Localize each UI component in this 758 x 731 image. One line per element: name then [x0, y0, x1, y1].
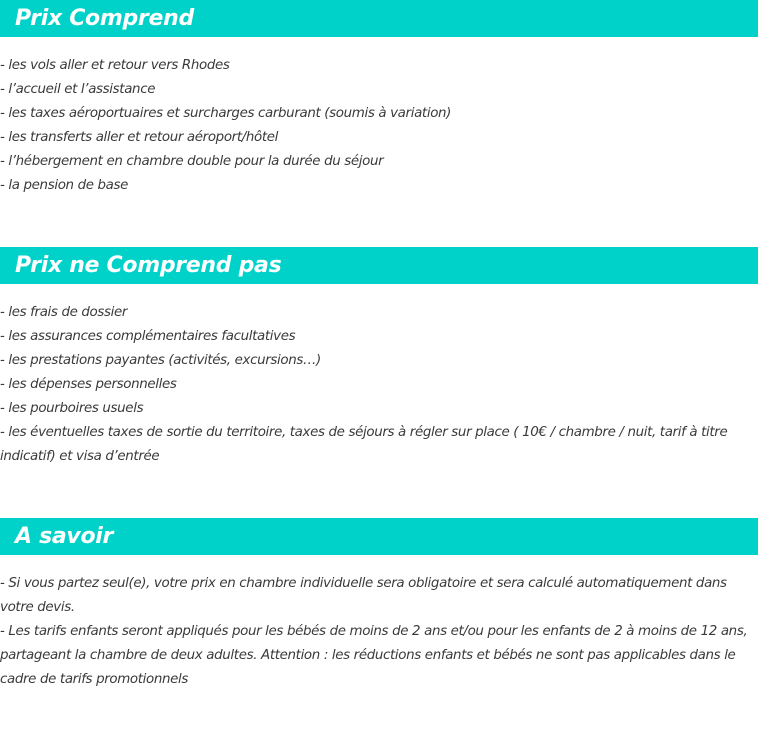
list-item: - les dépenses personnelles	[0, 377, 177, 392]
section-header	[0, 0, 758, 37]
list-item: - les éventuelles taxes de sortie du territoire, taxes de séjours à régler sur place ( 10€ / chambre / nuit, tarif à titre indicatif) et visa d’entrée	[0, 425, 728, 464]
list-item: - les transferts aller et retour aéroport/hôtel	[0, 130, 279, 145]
list-item: - l’hébergement en chambre double pour la durée du séjour	[0, 154, 384, 169]
list-item: - la pension de base	[0, 178, 129, 193]
section-a-savoir	[0, 518, 758, 692]
section-header	[0, 247, 758, 284]
list-item: - les vols aller et retour vers Rhodes	[0, 58, 230, 73]
section-prix-ne-comprend-pas	[0, 247, 758, 469]
section-title: Prix ne Comprend pas	[15, 253, 282, 278]
list-item: - Les tarifs enfants seront appliqués pour les bébés de moins de 2 ans et/ou pour les enfants de 2 à moins de 12 ans, partageant la chambre de deux adultes. Attention : les réductions enfants et bébés ne sont pas applicables dans le cadre de tarifs promotionnels	[0, 624, 748, 687]
list-item: - les assurances complémentaires facultatives	[0, 329, 296, 344]
info-list	[0, 572, 758, 692]
section-prix-comprend	[0, 0, 758, 198]
section-header	[0, 518, 758, 555]
list-item: - les frais de dossier	[0, 305, 128, 320]
list-item: - les pourboires usuels	[0, 401, 144, 416]
included-list	[0, 54, 758, 198]
list-item: - les prestations payantes (activités, excursions…)	[0, 353, 321, 368]
section-title: A savoir	[15, 524, 114, 549]
list-item: - l’accueil et l’assistance	[0, 82, 156, 97]
excluded-list	[0, 301, 758, 469]
list-item: - les taxes aéroportuaires et surcharges carburant (soumis à variation)	[0, 106, 452, 121]
section-title: Prix Comprend	[15, 6, 194, 31]
list-item: - Si vous partez seul(e), votre prix en chambre individuelle sera obligatoire et sera calculé automatiquement dans votre devis.	[0, 576, 727, 615]
